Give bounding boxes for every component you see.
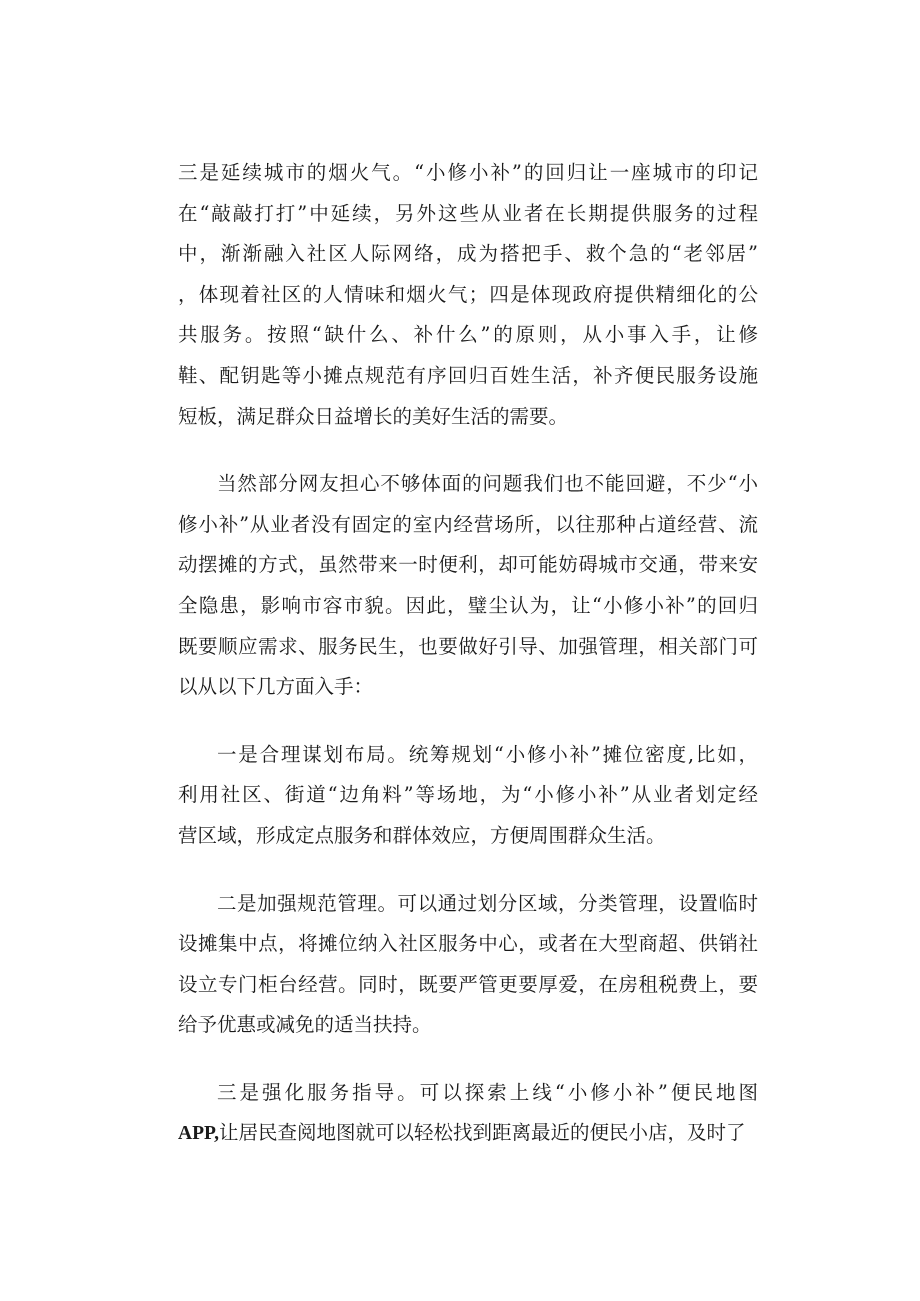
text-line: 鞋、配钥匙等小摊点规范有序回归百姓生活，补齐便民服务设施 — [178, 363, 758, 387]
paragraph — [178, 153, 758, 437]
paragraph — [178, 735, 758, 857]
paragraph — [178, 884, 758, 1046]
text-line: 中，渐渐融入社区人际网络，成为搭把手、救个急的“老邻居” — [178, 242, 758, 266]
text-line: 三是强化服务指导。可以探索上线“小修小补”便民地图 — [217, 1080, 758, 1104]
text-line: 动摆摊的方式，虽然带来一时便利，却可能妨碍城市交通，带来安 — [178, 553, 758, 577]
paragraph — [178, 1073, 758, 1154]
app-term: APP, — [178, 1123, 219, 1145]
text-line: ，体现着社区的人情味和烟火气；四是体现政府提供精细化的公 — [178, 282, 758, 306]
text-line: 修小补”从业者没有固定的室内经营场所，以往那种占道经营、流 — [178, 512, 758, 536]
text-line: 短板，满足群众日益增长的美好生活的需要。 — [178, 404, 569, 428]
text-line: 三是延续城市的烟火气。“小修小补”的回归让一座城市的印记 — [178, 161, 758, 184]
text-line: 当然部分网友担心不够体面的问题我们也不能回避，不少“小 — [217, 472, 758, 496]
paragraph — [178, 464, 758, 708]
text-line: 设立专门柜台经营。同时，既要严管更要厚爱，在房租税费上，要 — [178, 972, 758, 996]
text-line: 设摊集中点，将摊位纳入社区服务中心，或者在大型商超、供销社 — [178, 932, 758, 956]
text-line: 在“敲敲打打”中延续，另外这些从业者在长期提供服务的过程 — [178, 201, 758, 225]
text-line: 共服务。按照“缺什么、补什么”的原则，从小事入手，让修 — [178, 323, 758, 347]
text-line: 全隐患，影响市容市貌。因此，璧尘认为，让“小修小补”的回归 — [178, 593, 758, 617]
text-line: 二是加强规范管理。可以通过划分区域，分类管理，设置临时 — [217, 891, 758, 915]
text-line: APP,让居民查阅地图就可以轻松找到距离最近的便民小店，及时了 — [178, 1121, 746, 1145]
document-body — [178, 153, 758, 1181]
text-line: 利用社区、街道“边角料”等场地，为“小修小补”从业者划定经 — [178, 783, 758, 807]
text-line: 给予优惠或减免的适当扶持。 — [178, 1013, 432, 1037]
text-line: 以从以下几方面入手： — [178, 675, 374, 699]
text-line: 既要顺应需求、服务民生，也要做好引导、加强管理，相关部门可 — [178, 634, 758, 658]
text-line: 营区域，形成定点服务和群体效应，方便周围群众生活。 — [178, 823, 666, 847]
text-line: 一是合理谋划布局。统筹规划“小修小补”摊位密度,比如， — [217, 742, 758, 766]
